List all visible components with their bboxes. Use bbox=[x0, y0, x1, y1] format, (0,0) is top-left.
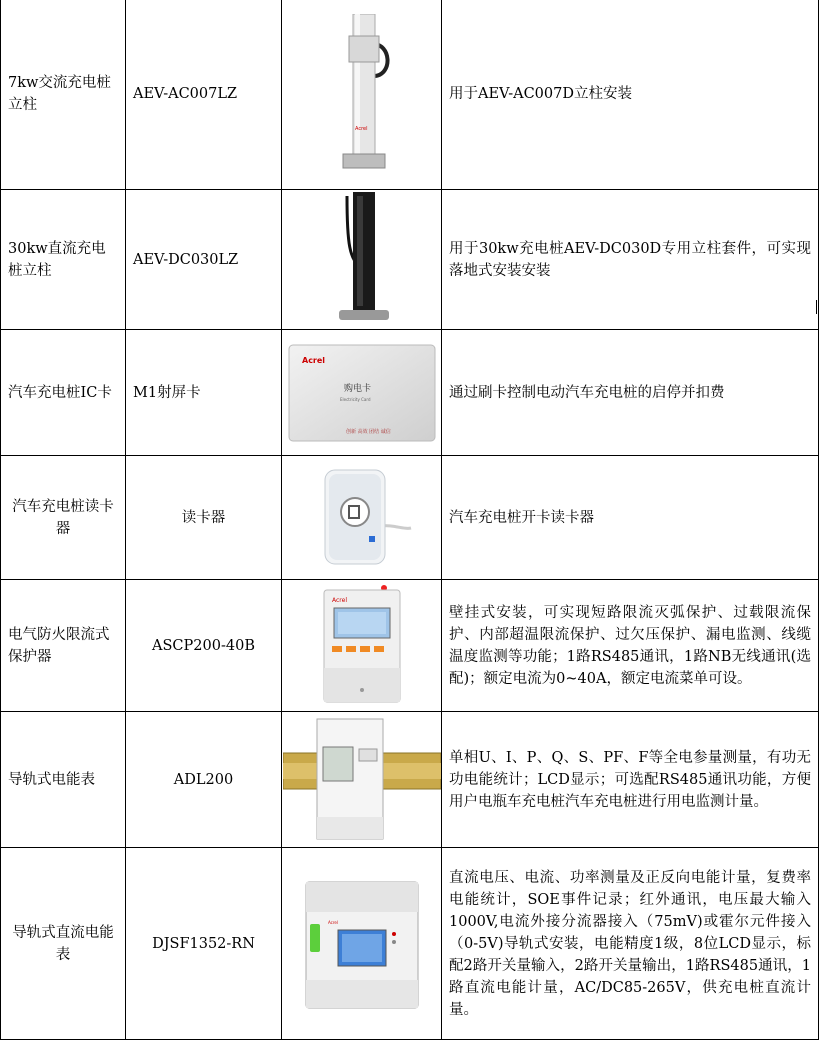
svg-text:购电卡: 购电卡 bbox=[343, 383, 371, 394]
dc-charger-post-photo bbox=[282, 190, 442, 330]
product-description: 单相U、I、P、Q、S、PF、F等全电参量测量，有功无功电能统计；LCD显示；可选配RS485通讯功能，方便用户电瓶车充电桩汽车充电桩进行用电监测计量。 bbox=[442, 712, 819, 848]
svg-text:Acrel: Acrel bbox=[327, 919, 338, 925]
table-row bbox=[1, 456, 819, 580]
product-name: 汽车充电桩读卡器 bbox=[1, 456, 126, 580]
table-row bbox=[1, 190, 819, 330]
product-name: 30kw直流充电桩立柱 bbox=[1, 190, 126, 330]
product-description: 壁挂式安装，可实现短路限流灭弧保护、过载限流保护、内部超温限流保护、过欠压保护、漏电监测、线缆温度监测等功能；1路RS485通讯，1路NB无线通讯(选配)；额定电流为0~40A，额定电流菜单可设。 bbox=[442, 580, 819, 712]
product-model: AEV-AC007LZ bbox=[126, 0, 282, 190]
product-name: 导轨式直流电能表 bbox=[1, 848, 126, 1040]
product-model: ASCP200-40B bbox=[126, 580, 282, 712]
product-description: 直流电压、电流、功率测量及正反向电能计量，复费率电能统计，SOE事件记录；红外通讯，电压最大输入1000V,电流外接分流器接入（75mV)或霍尔元件接入（0-5V)导轨式安装，电能精度1级，8位LCD显示，标配2路开关量输入，2路开关量输出，1路RS485通讯，1路直流电能计量，AC/DC85-265V，供充电桩直流计量。 bbox=[442, 848, 819, 1040]
product-name: 汽车充电桩IC卡 bbox=[1, 330, 126, 456]
product-description: 用于AEV-AC007D立柱安装 bbox=[442, 0, 819, 190]
table-row bbox=[1, 712, 819, 848]
dc-meter-photo bbox=[282, 848, 442, 1040]
product-name: 7kw交流充电桩立柱 bbox=[1, 0, 126, 190]
ac-charger-post-photo bbox=[282, 0, 442, 190]
svg-text:Acrel: Acrel bbox=[301, 355, 325, 365]
product-model: DJSF1352-RN bbox=[126, 848, 282, 1040]
svg-text:创新 高效 团结 诚信: 创新 高效 团结 诚信 bbox=[345, 428, 391, 435]
card-reader-photo bbox=[282, 456, 442, 580]
svg-text:Acrel: Acrel bbox=[331, 596, 347, 604]
din-rail-meter-photo bbox=[282, 712, 442, 848]
product-description: 通过刷卡控制电动汽车充电桩的启停并扣费 bbox=[442, 330, 819, 456]
product-model: 读卡器 bbox=[126, 456, 282, 580]
product-description: 用于30kw充电桩AEV-DC030D专用立柱套件，可实现落地式安装安装 bbox=[442, 190, 819, 330]
table-row bbox=[1, 0, 819, 190]
svg-text:Electricity Card: Electricity Card bbox=[339, 396, 370, 402]
product-description: 汽车充电桩开卡读卡器 bbox=[442, 456, 819, 580]
product-model: M1射屏卡 bbox=[126, 330, 282, 456]
product-model: ADL200 bbox=[126, 712, 282, 848]
product-model: AEV-DC030LZ bbox=[126, 190, 282, 330]
brand-logo: Acrel bbox=[354, 126, 367, 132]
page-edge-mark bbox=[816, 300, 817, 314]
table-row bbox=[1, 848, 819, 1040]
protector-photo bbox=[282, 580, 442, 712]
ic-card-photo bbox=[282, 330, 442, 456]
product-name: 导轨式电能表 bbox=[1, 712, 126, 848]
product-name: 电气防火限流式保护器 bbox=[1, 580, 126, 712]
table-row bbox=[1, 580, 819, 712]
table-row bbox=[1, 330, 819, 456]
